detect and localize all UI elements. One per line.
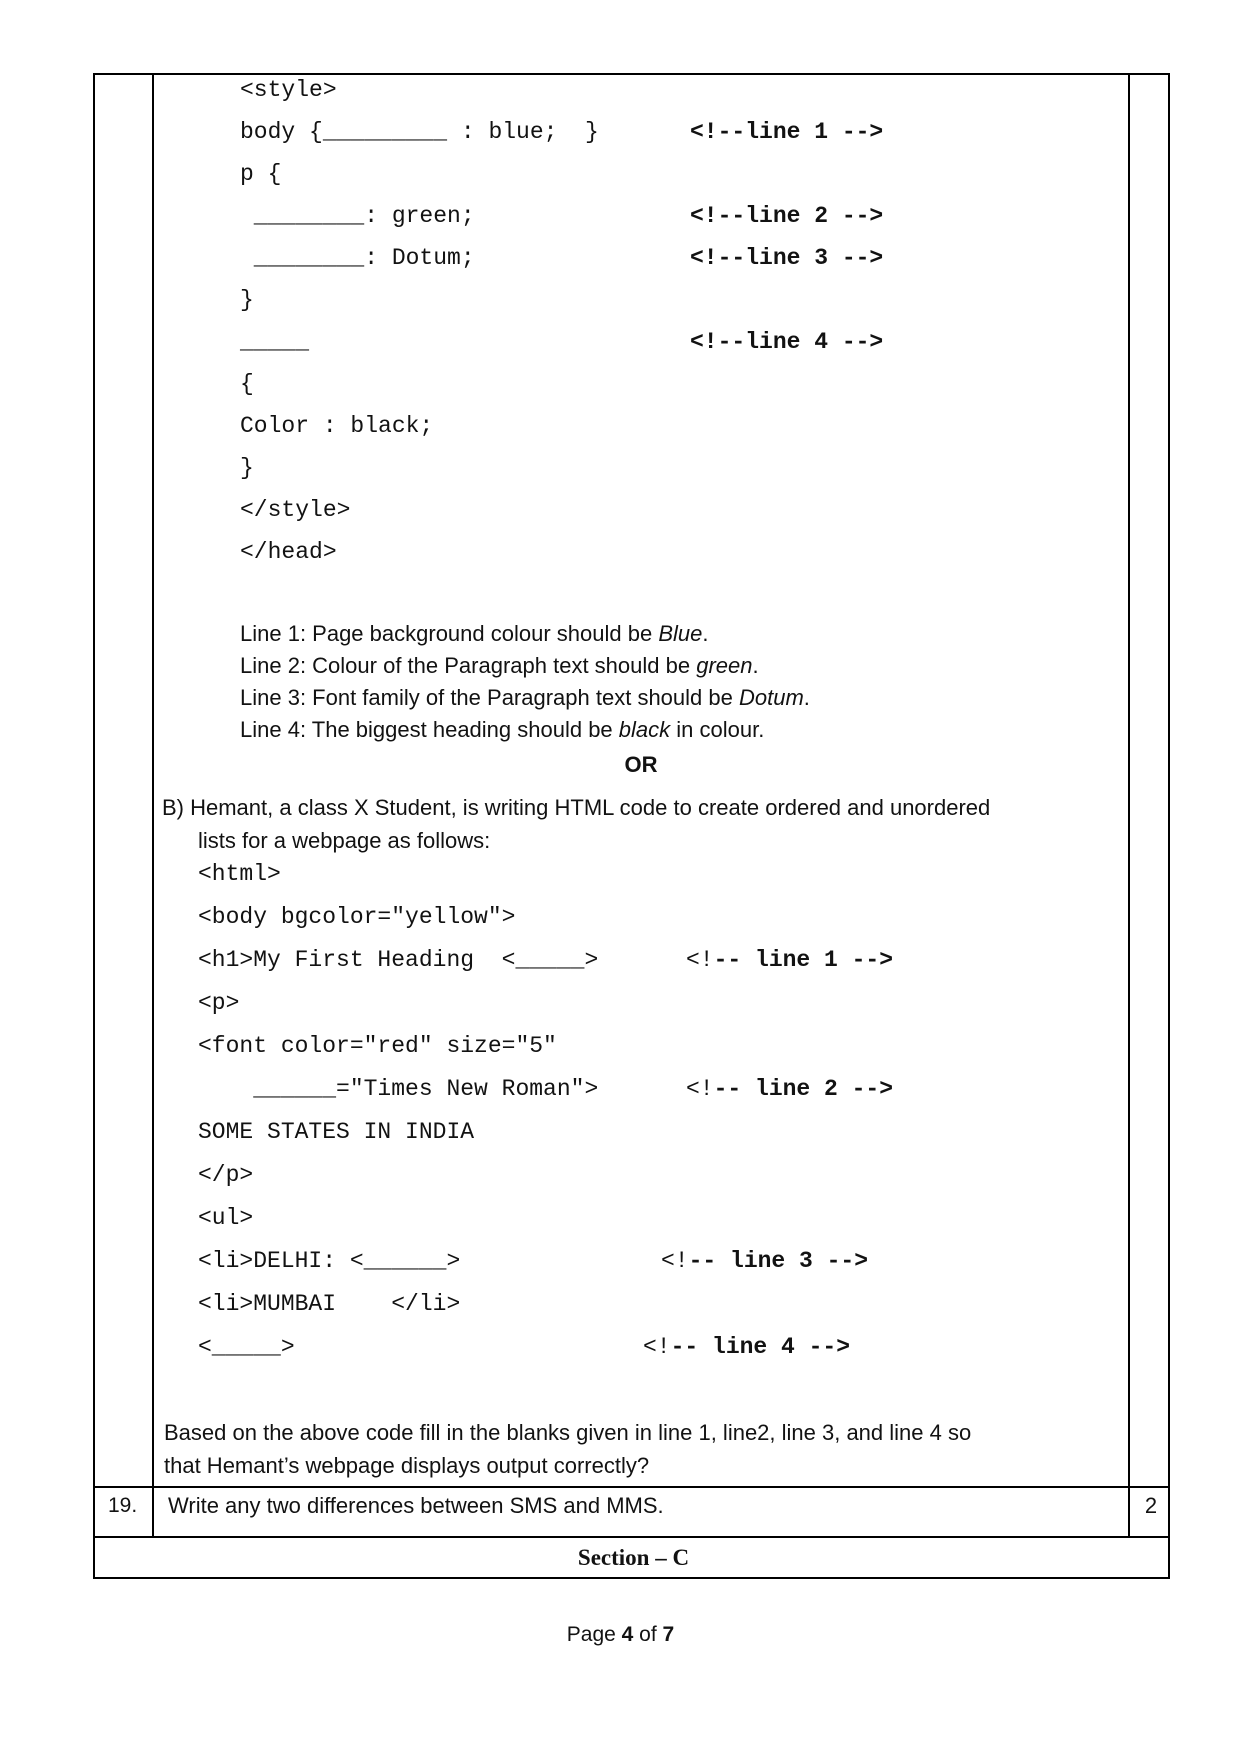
text-segment: Page	[566, 1623, 622, 1646]
code-comment: <!--line 1 -->	[690, 119, 884, 145]
code-text: <style>	[240, 77, 337, 103]
html-code-block	[198, 853, 894, 1369]
code-line	[240, 153, 599, 195]
code-comment: <!--line 2 -->	[690, 203, 884, 229]
table-column-divider-right	[1128, 75, 1130, 1536]
code-line	[198, 853, 598, 896]
code-line	[198, 1154, 598, 1197]
text-segment: Line 3: Font family of the Paragraph text should be	[240, 685, 739, 710]
code-line	[198, 939, 894, 982]
code-text: </p>	[198, 1162, 254, 1188]
code-line	[240, 531, 599, 573]
code-text: Color : black;	[240, 413, 434, 439]
code-line	[240, 405, 599, 447]
code-text: <ul>	[198, 1205, 254, 1231]
text-segment: 7	[662, 1623, 675, 1646]
code-line	[198, 1111, 598, 1154]
text-segment: in colour.	[670, 717, 765, 742]
code-line	[240, 447, 599, 489]
code-text: ______="Times New Roman">	[198, 1076, 599, 1102]
code-line	[240, 321, 884, 363]
css-code-block	[240, 69, 884, 573]
code-line	[240, 195, 884, 237]
table-row-divider-above-q19	[95, 1486, 1168, 1488]
code-comment: <!-- line 1 -->	[686, 947, 894, 973]
code-text: {	[240, 371, 254, 397]
text-segment: of	[633, 1623, 663, 1646]
line-explanations	[240, 618, 810, 746]
code-line	[198, 1197, 598, 1240]
part-b-question	[164, 1416, 971, 1482]
text-segment: green	[696, 653, 753, 678]
text-segment: Blue	[658, 621, 703, 646]
text-segment: Line 2: Colour of the Paragraph text should be	[240, 653, 697, 678]
code-line	[240, 69, 599, 111]
code-text: </style>	[240, 497, 351, 523]
code-line	[240, 363, 599, 405]
code-comment: <!--line 4 -->	[690, 329, 884, 355]
code-line	[240, 489, 599, 531]
code-comment: <!-- line 3 -->	[661, 1248, 869, 1274]
code-line	[198, 1068, 894, 1111]
code-comment: <!--line 3 -->	[690, 245, 884, 271]
code-line	[198, 1283, 598, 1326]
code-line	[198, 1025, 598, 1068]
or-separator: OR	[624, 752, 658, 777]
question-19-number: 19.	[108, 1494, 138, 1517]
code-text: body {_________ : blue; }	[240, 119, 599, 145]
intro-line: B) Hemant, a class X Student, is writing HTML code to create ordered and unordered	[162, 795, 991, 820]
code-line	[198, 1326, 851, 1369]
code-text: ________: Dotum;	[240, 245, 475, 271]
code-line	[240, 111, 884, 153]
question-line: that Hemant’s webpage displays output correctly?	[164, 1453, 650, 1478]
section-header: Section – C	[577, 1545, 690, 1570]
text-segment: Line 1: Page background colour should be	[240, 621, 659, 646]
code-text: <_____>	[198, 1334, 295, 1360]
text-segment: Line 4: The biggest heading should be	[240, 717, 619, 742]
intro-line: lists for a webpage as follows:	[198, 828, 491, 853]
code-text: }	[240, 287, 254, 313]
code-comment: <!-- line 4 -->	[643, 1334, 851, 1360]
text-segment: .	[752, 653, 759, 678]
explanation-line	[240, 714, 810, 746]
code-line	[240, 237, 884, 279]
text-segment: .	[702, 621, 709, 646]
explanation-line	[240, 682, 810, 714]
question-18-content-cell	[154, 75, 1128, 1486]
text-segment: .	[803, 685, 810, 710]
code-text: _____	[240, 329, 310, 355]
code-text: <p>	[198, 990, 240, 1016]
question-line: Based on the above code fill in the blanks given in line 1, line2, line 3, and line 4 so	[164, 1420, 972, 1445]
code-text: ________: green;	[240, 203, 475, 229]
code-text: p {	[240, 161, 282, 187]
page-footer	[0, 1622, 1241, 1648]
code-text: <h1>My First Heading <_____>	[198, 947, 599, 973]
explanation-line	[240, 650, 810, 682]
part-b-intro	[162, 791, 990, 857]
question-table	[93, 73, 1170, 1579]
code-text: <body bgcolor="yellow">	[198, 904, 516, 930]
code-line	[198, 896, 598, 939]
code-line	[240, 279, 599, 321]
code-text: <html>	[198, 861, 281, 887]
text-segment: 4	[621, 1623, 634, 1646]
code-text: }	[240, 455, 254, 481]
code-comment: <!-- line 2 -->	[686, 1076, 894, 1102]
text-segment: Dotum	[738, 685, 804, 710]
code-text: SOME STATES IN INDIA	[198, 1119, 475, 1145]
question-19-marks: 2	[1144, 1493, 1158, 1518]
text-segment: black	[618, 717, 671, 742]
code-text: <li>MUMBAI </li>	[198, 1291, 461, 1317]
code-text: <li>DELHI: <______>	[198, 1248, 461, 1274]
code-text: <font color="red" size="5"	[198, 1033, 557, 1059]
explanation-line	[240, 618, 810, 650]
code-text: </head>	[240, 539, 337, 565]
question-19-text: Write any two differences between SMS and MMS.	[168, 1493, 664, 1518]
code-line	[198, 1240, 869, 1283]
code-line	[198, 982, 598, 1025]
